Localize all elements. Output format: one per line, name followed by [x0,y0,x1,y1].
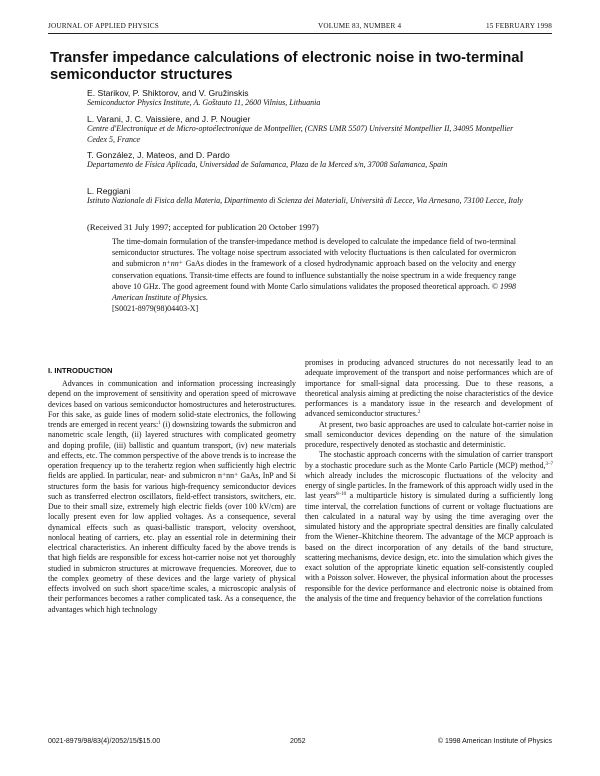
author-group-1 [87,88,527,109]
device-notation: n⁺nn⁺ [162,259,183,269]
ref-marker: 8–10 [336,492,347,498]
author-group-2 [87,114,527,145]
right-column [305,358,553,604]
footer-issn: 0021-8979/98/83(4)/2052/15/$15.00 [48,738,161,745]
author-affiliation: Centre d'Electronique et de Micro-optoélectronique de Montpellier, (CNRS UMR 5507) Université Montpellier II, 34095 Montpellier Cedex 5, France [87,124,514,144]
issue-date: 15 FEBRUARY 1998 [485,22,552,30]
author-group-3 [87,150,527,171]
intro-paragraph-1: Advances in communication and information processing increasingly depend on the improvement of sensitivity and operation speed of microwave devices based on various semiconductor homostructures and heterostructures. For this sake, as guide lines of modern solid-state electronics, the following trends are emerged in recent years:$^1$ (i) downsizing towards the submicron and nanometric scale length, (ii) layered structures with complicated geometry and doping profile, (iii) ballistic and quantum transport, (iv) new materials and effects, etc. The common perspective of the above trends is to increase the operation frequency up to the terahertz region when sufficiently high electric fields are applied. In particular, near- and submicron n⁺nn⁺ GaAs, InP and Si structures form the basis for various high-frequency semiconductor devices such as transferred electron oscillators, field-effect transistors, switchers, etc. Due to their small size, extremely high electric fields (over 100 kV/cm) are locally present even for low applied voltages. As a consequence, several dynamical effects such as quasi-ballistic transport, velocity overshoot, nonlocal heating of carriers, etc. play an essential role in determining their electrical characteristics. An inherent difficulty faced by the above trends is that high fields are responsible for excess hot-carrier noise not yet thoroughly studied in submicron structures at microwave frequencies. Moreover, due to the complex geometry of these devices and the large variety of physical effects involved on such short space/time scales, a microscopic analysis of their performances becomes a rather complicated task. As a consequence, the advantages which high technology [48,379,296,614]
intro-paragraph-2: At present, two basic approaches are used to calculate hot-carrier noise in small semiconductor devices depending on the nature of the simulation procedure, respectively denoted as stochastic and deterministic. [305,419,553,449]
paper-title: Transfer impedance calculations of electronic noise in two-terminal semiconductor structures [50,50,524,83]
page-number: 2052 [290,738,306,745]
author-affiliation: Istituto Nazionale di Fisica della Materia, Dipartimento di Scienza dei Materiali, Università di Lecce, Via Arnesano, 73100 Lecce, Italy [87,196,523,206]
author-names: L. Varani, J. C. Vaissiere, and J. P. Nougier [87,114,251,124]
doi-code: [S0021-8979(98)04403-X] [112,304,199,314]
intro-paragraph-cont: promises in producing advanced structures do not necessarily lead to an adequate improvement of the transport and noise performances which are of importance for small-signal data processing. Due to these reasons, a theoretical analysis aiming at predicting the noise characteristics of the device performances is a mandatory issue in the research and development of advanced semiconductor structures.$^2$ [305,358,553,419]
ref-marker: 3–7 [545,461,553,467]
ref-marker: 2 [417,410,421,416]
header-rule [48,33,552,34]
author-affiliation: Semiconductor Physics Institute, A. Goštauto 11, 2600 Vilnius, Lithuania [87,98,321,108]
copyright-line: © 1998 American Institute of Physics. [112,281,516,303]
left-column [48,379,296,615]
intro-paragraph-3: The stochastic approach concerns with the simulation of carrier transport by a stochastic procedure such as the Monte Carlo Particle (MCP) method,$^{3-7}$ which already includes the microscopic fluctuations of the velocity and energy of single particles. In the framework of this approach widly used in the last years$^{8-10}$ a multiparticle history is simulated during a sufficiently long time interval, the correlation functions of current or voltage fluctuations are then calculated in a natural way by using the time averaging over the simulated history and the appropriate spectral densities are finally calculated from the Wiener–Khitchine theorem. The advantage of the MCP approach is based on the direct incorporation of any details of the band structure, scattering mechanisms, device design, etc. into the simulation which gives the exact solution of the appropriate kinetic equation self-consistently coupled with a Poisson solver. However, the physical information about the processes responsible for the device performance and electronic noise is obtained from the analysis of the time and frequency behavior of the correlation functions [305,450,553,603]
footer-copyright: © 1998 American Institute of Physics [437,738,552,745]
abstract-text: The time-domain formulation of the transfer-impedance method is developed to calculate the impedance field of two-terminal semiconductor structures. The voltage noise spectrum associated with velocity fluctuations is then calculated for overmicron and submicron [112,237,516,269]
ref-marker: 1 [158,421,161,426]
author-affiliation: Departamento de Física Aplicada, Universidad de Salamanca, Plaza de la Merced s/n, 37008 Salamanca, Spain [87,160,448,170]
journal-name: JOURNAL OF APPLIED PHYSICS [48,22,159,30]
abstract [112,236,516,314]
author-names: E. Starikov, P. Shiktorov, and V. Gružinskis [87,88,249,98]
abstract-text-cont: GaAs diodes in the framework of a closed hydrodynamic approach based on the velocity and energy conservation equations. Transit-time effects are found to influence substantially the noise spectrum in a wide frequency range above 10 GHz. The good agreement found with Monte Carlo simulations validates the proposed theoretical approach. [112,259,516,291]
author-names: L. Reggiani [87,186,131,196]
section-heading: I. INTRODUCTION [48,366,113,375]
volume-number: VOLUME 83, NUMBER 4 [318,22,402,30]
author-group-4 [87,186,527,207]
received-dates: (Received 31 July 1997; accepted for publication 20 October 1997) [87,222,319,232]
author-names: T. González, J. Mateos, and D. Pardo [87,150,230,160]
